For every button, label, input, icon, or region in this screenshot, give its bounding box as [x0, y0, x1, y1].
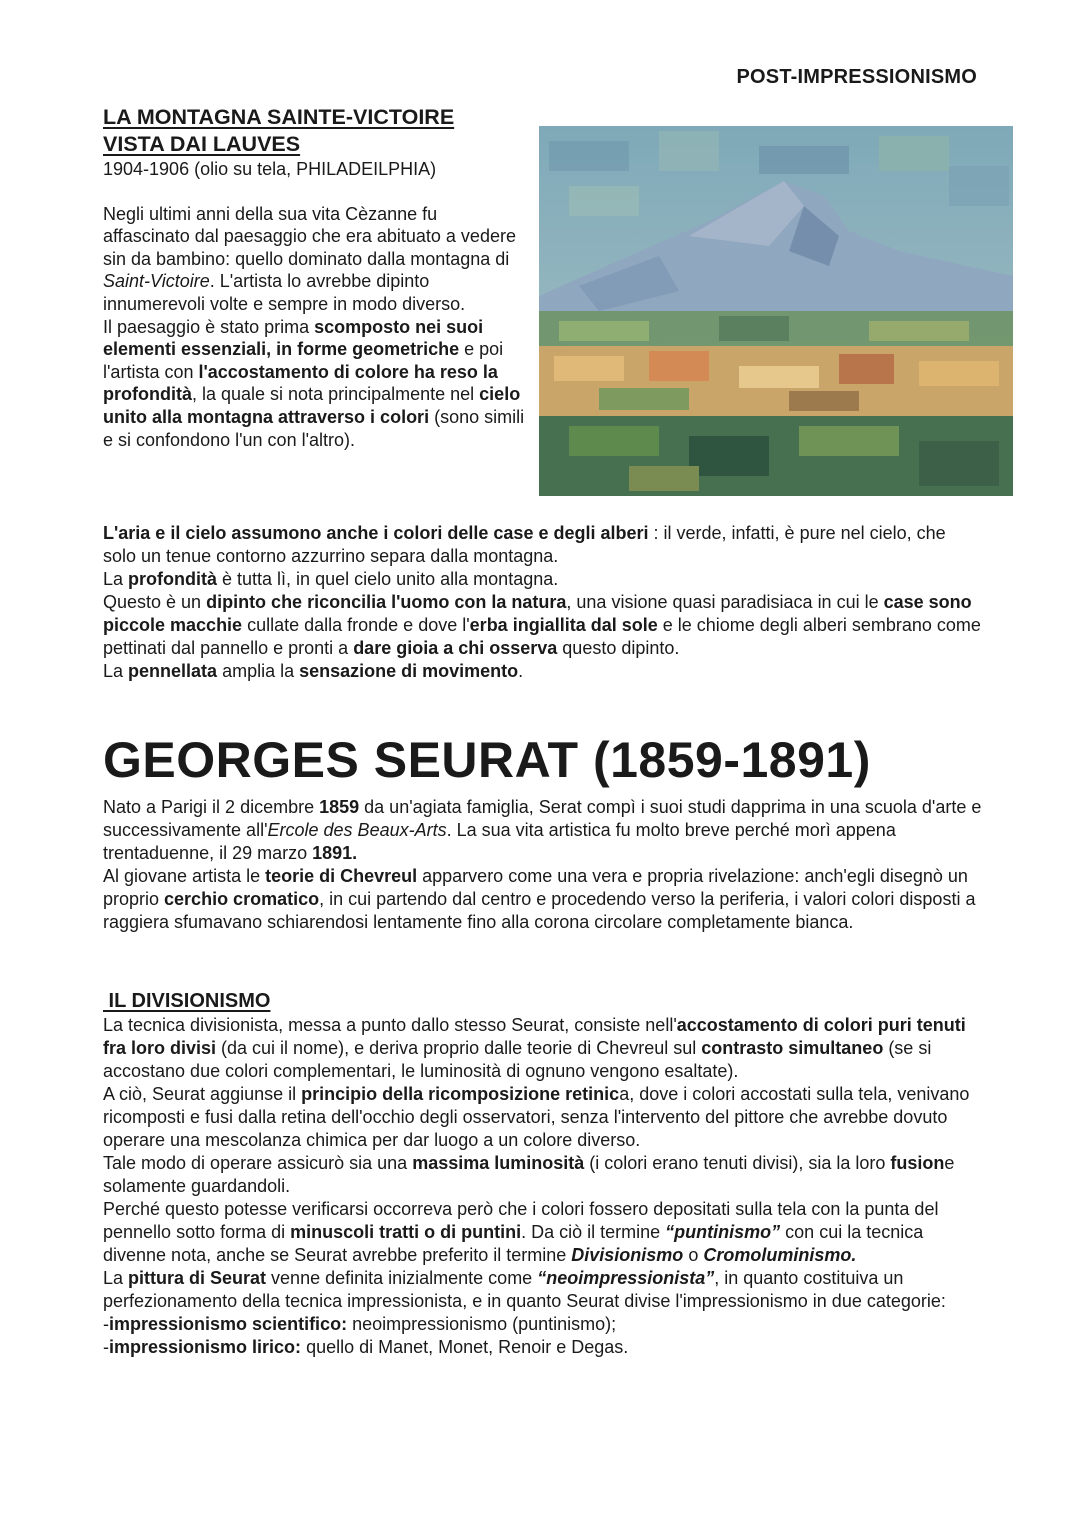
- cezanne-intro: [103, 104, 528, 451]
- artwork-caption: 1904-1906 (olio su tela, PHILADEILPHIA): [103, 159, 437, 179]
- seurat-bio: [103, 796, 983, 934]
- paragraph: Nato a Parigi il 2 dicembre 1859 da un'agiata famiglia, Serat compì i suoi studi dapprima in una scuola d'arte e successivamente all'Ercole des Beaux-Arts. La sua vita artistica fu molto breve perché morì appena trentaduenne, il 29 marzo 1891.: [103, 797, 982, 863]
- painting-image: [539, 126, 1013, 496]
- paragraph: Tale modo di operare assicurò sia una massima luminosità (i colori erano tenuti divisi), sia la loro fusione solamente guardandoli.: [103, 1153, 955, 1196]
- divisionismo-section: [103, 988, 983, 1359]
- paragraph: Al giovane artista le teorie di Chevreul apparvero come una vera e propria rivelazione: anch'egli disegnò un proprio cerchio cromatico, in cui partendo dal centro e procedendo verso la periferia, i valori colori disposti a raggiera sfumavano schiarendosi lentamente fino alla corona circolare completamente bianca.: [103, 866, 976, 932]
- paragraph: Questo è un dipinto che riconcilia l'uomo con la natura, una visione quasi paradisiaca in cui le case sono piccole macchie cullate dalla fronde e dove l'erba ingiallita dal sole e le chiome degli alberi sembrano come pettinati dal pannello e pronti a dare gioia a chi osserva questo dipinto.: [103, 592, 981, 658]
- list-item: -impressionismo lirico: quello di Manet, Monet, Renoir e Degas.: [103, 1337, 629, 1357]
- artwork-title-line1: LA MONTAGNA SAINTE-VICTOIRE: [103, 105, 455, 129]
- paragraph: Il paesaggio è stato prima scomposto nei suoi elementi essenziali, in forme geometriche e poi l'artista con l'accostamento di colore ha reso la profondità, la quale si nota principalmente nel cielo unito alla montagna attraverso i colori (sono simili e si confondono l'un con l'altro).: [103, 316, 525, 450]
- paragraph: Perché questo potesse verificarsi occorreva però che i colori fossero depositati sulla tela con la punta del pennello sotto forma di minuscoli tratti o di puntini. Da ciò il termine “puntinismo” con cui la tecnica divenne nota, anche se Seurat avrebbe preferito il termine Divisionismo o Cromoluminismo.: [103, 1199, 939, 1265]
- seurat-title: GEORGES SEURAT (1859-1891): [103, 732, 871, 788]
- paragraph: La pennellata amplia la sensazione di movimento.: [103, 661, 524, 681]
- paragraph: La pittura di Seurat venne definita inizialmente come “neoimpressionista”, in quanto costituiva un perfezionamento della tecnica impressionista, e in quanto Seurat divise l'impressionismo in due categorie:: [103, 1268, 946, 1311]
- list-item: -impressionismo scientifico: neoimpressionismo (puntinismo);: [103, 1314, 617, 1334]
- paragraph: La profondità è tutta lì, in quel cielo unito alla montagna.: [103, 569, 559, 589]
- mont-sainte-victoire-painting: [539, 126, 1013, 496]
- paragraph: A ciò, Seurat aggiunse il principio della ricomposizione retinica, dove i colori accostati sulla tela, venivano ricomposti e fusi dalla retina dell'occhio degli osservatori, senza l'intervento del pittore che avrebbe dovuto operare una mescolanza chimica per dar luogo a un colore diverso.: [103, 1084, 970, 1150]
- artwork-title-line2: VISTA DAI LAUVES: [103, 132, 301, 156]
- paragraph: La tecnica divisionista, messa a punto dallo stesso Seurat, consiste nell'accostamento di colori puri tenuti fra loro divisi (da cui il nome), e deriva proprio dalle teorie di Chevreul sul contrasto simultaneo (se si accostano due colori complementari, le luminosità di ognuno vengono esaltate).: [103, 1015, 966, 1081]
- section-title: IL DIVISIONISMO: [103, 990, 271, 1012]
- section-header: POST-IMPRESSIONISMO: [736, 66, 977, 88]
- paragraph: L'aria e il cielo assumono anche i colori delle case e degli alberi : il verde, infatti, è pure nel cielo, che solo un tenue contorno azzurrino separa dalla montagna.: [103, 523, 946, 566]
- cezanne-analysis: [103, 522, 983, 683]
- paragraph: Negli ultimi anni della sua vita Cèzanne fu affascinato dal paesaggio che era abituato a vedere sin da bambino: quello dominato dalla montagna di Saint-Victoire. L'artista lo avrebbe dipinto innumerevoli volte e sempre in modo diverso.: [103, 203, 516, 314]
- artwork-title: [103, 104, 528, 158]
